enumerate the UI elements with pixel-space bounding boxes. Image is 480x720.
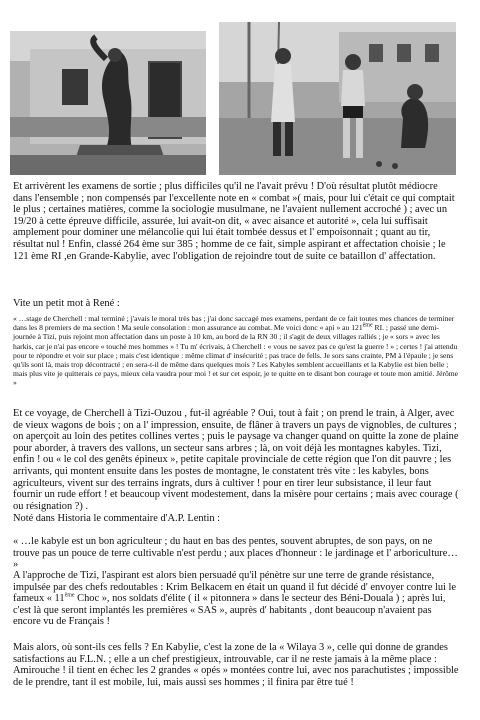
paragraph-fells: [13, 642, 459, 688]
photo-street-soldiers: [219, 22, 456, 175]
paragraph-text: Mais alors, où sont-ils ces fells ? En Kabylie, c'est la zone de la « Wilaya 3 », celle qui donne de grandes satisfactions au F.L.N. ; elle a un chef prestigieux, introuvable, car il ne reste jamais à la même place : Amirouche ! il tient en échec les 2 grandes « opés » montées contre lui, avec nos parachutistes ; impossible de le prendre, tant il est mobile, lui, mais aussi ses hommes ; il finira par être tué !: [13, 642, 459, 688]
paragraph-tizi-approach: [13, 570, 459, 628]
text-part: Choc », nos soldats d'élite ( il « pitonnera » dans le secteur des Béni-Douala ) ; après lui, c'est là que seront implantés les premières « SAS », auprès d' habitants , dont beaucoup n'avaient pas encore vu de Français !: [13, 593, 446, 628]
note-historia: [13, 513, 459, 525]
line-petit-mot: [13, 298, 459, 310]
photo-statue-courtyard: [10, 31, 206, 175]
quote-lentin: [13, 536, 459, 571]
paragraph-journey: [13, 408, 459, 512]
paragraph-text: [13, 570, 459, 628]
quote-part: « …stage de Cherchell : mal terminé ; j'avais le moral très bas ; j'ai donc saccagé mes examens, perdant de ce fait toutes mes chances de terminer dans les 8 premiers de ma section ! Ma seule consolation : mon assurance au combat. Me voici donc « apì » au 121: [13, 314, 455, 333]
quote-text: [13, 314, 459, 388]
paragraph-text: « …le kabyle est un bon agriculteur ; du haut en bas des pentes, souvent abruptes, de son pays, on ne trouve pas un pouce de terre cultivable n'est perdu ; aux places d'honneur : le jardinage et l' arboriculture… »: [13, 536, 458, 571]
paragraph-text: Noté dans Historia le commentaire d'A.P. Lentin :: [13, 513, 221, 524]
paragraph-text: Et arrivèrent les examens de sortie ; plus difficiles qu'il ne l'avait prévu ! D'où résultat plutôt médiocre dans l'ensemble ; non compensés par l'excellente note en « combat »( mais, pour lui c'était ce qui comptait le plus ; certaines matières, comme la sociologie musulmane, ne l'avaient nullement accroché ) ; avec un 19/20 à cette épreuve difficile, assurée, lui avait-on dit, « avec aisance et autorité », cela lui suffisait amplement pour dominer une mélancolie qui lui était tombée dessus et l' empoisonnait ; quant au tir, résultat nul ! Enfin, classé 264 ème sur 385 ; homme de ce fait, simple aspirant et affectation choisie ; le 121 ème RI ,en Grande-Kabylie, avec l'obligation de rejoindre tout de suite ce bataillon d' affectation.: [13, 181, 455, 262]
superscript: ème: [362, 322, 373, 329]
quote-part: RI. ; passé une demi- journée à Tizi, puis rejoint mon affectation dans un poste à 10 km, au bord de la RN 30 ; il s'agit de deux villages ralliés ; je « sors » avec les harkis, car je n'ai pas encore « touché mes hommes » ! Tu m' écrivais, à Cherchell : « vous ne savez pas ce qu'est la guerre ! » ; certes ! j'ai attendu pour te répondre et voir sur place ; mais c'est identique : même climat d' insécurité ; pas trace de fells. Je sors sans crainte, PM à l'épaule ; je sens qu'ils sont là, mais trop décontracté ; en sera-t-il de même dans quelques mois ? Les Kabyles semblent accueillants et la Kabylie est bien belle ; mais plus vite je quitterais ce pays, mieux cela vaudra pour moi ! et sur cet espoir, je te quitte en te disant bon courage et toute mon amitié. Jérôme »: [13, 323, 459, 388]
superscript: ème: [64, 592, 75, 599]
paragraph-text: Et ce voyage, de Cherchell à Tizi-Ouzou , fut-il agréable ? Oui, tout à fait ; on prend le train, à Alger, avec de vieux wagons de bois ; on a l' impression, ensuite, de flâner à travers un pays de vignobles, de cultures ; on aperçoit au loin des petites collines vertes ; puis le paysage va changer quand on quitte la zone de plaine pour aborder, à travers des vallons, un secteur sans arbres ; là, on voit déjà les montagnes kabyles. Tizi, enfin ! ou « le col des genêts épineux », petite capitale provinciale de cette région que l'on dit pauvre ; les arrivants, qui montent ensuite dans les postes de montagne, le constatent très vite : les kabyles, bons agriculteurs, vivent sur des terrains ingrats, durs à cultiver ! pour en tirer leur subsistance, il leur faut fournir un rude effort ! et beaucoup vivent modestement, dans la misère pour certains ; mais avec courage ( ou résignation ?) .: [13, 408, 459, 512]
letter-quote-rene: [13, 314, 459, 388]
text-part: A l'approche de Tizi, l'aspirant est alors bien persuadé qu'il pénètre sur une terre de grande résistance, impulsée par des chefs redoutables : Krim Belkacem en était un quand il fut décidé d' envoyer contre lui le fameux « 11: [13, 570, 457, 605]
paragraph-text: Vite un petit mot à René :: [13, 298, 120, 309]
paragraph-exams: [13, 181, 459, 262]
